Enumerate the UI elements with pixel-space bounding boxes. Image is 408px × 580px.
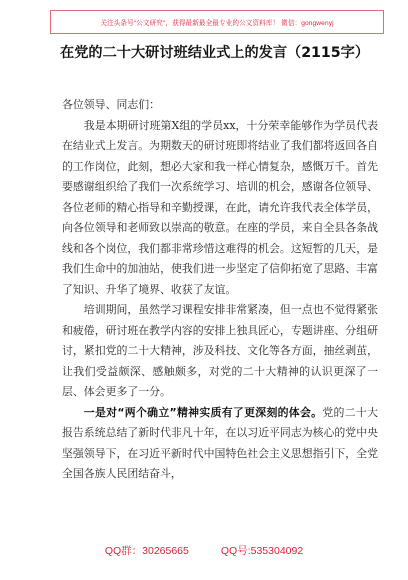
promo-banner-text: 关注头条号"公文研究"，获得最新最全最专业的公文资料库！ 微信：gongwenyj bbox=[100, 20, 334, 27]
section-paragraph bbox=[62, 403, 378, 485]
footer-contact bbox=[0, 543, 408, 558]
document-body bbox=[62, 95, 378, 485]
paragraph-2: 培训期间，虽然学习课程安排非常紧凑，但一点也不觉得紧张和疲倦，研讨班在教学内容的安排上独具匠心，专题讲座、分组研讨，紧扣党的二十大精神，涉及科技、文化等各方面，抽丝剥茧，让我们受益颇深、感触颇多，对党的二十大精神的认识更深了一层、体会更多了一分。 bbox=[62, 303, 378, 398]
footer-qq-group: QQ群：30265665 bbox=[104, 545, 189, 557]
section-heading: 一是对“两个确立”精神实质有了更深刻的体会。 bbox=[83, 405, 323, 419]
paragraph-1: 我是本期研讨班第X组的学员xx，十分荣幸能够作为学员代表在结业式上发言。为期数天的研讨班即将结业了我们都将返回各自的工作岗位，此刻，想必大家和我一样心情复杂，感慨万千。首先要感谢组织给了我们一次系统学习、培训的机会，感谢各位领导、各位老师的精心指导和辛勤授课，在此，请允许我代表全体学员，向各位领导和老师致以崇高的敬意。在座的学员，来自全县各条战线和各个岗位，我们都非常珍惜这难得的机会。这短暂的几天，是我们生命中的加油站，使我们进一步坚定了信仰拓宽了思路、丰富了知识、升华了境界、收获了友谊。 bbox=[62, 118, 378, 296]
footer-qq-number: QQ号:535304092 bbox=[220, 545, 304, 557]
document-title: 在党的二十大研讨班结业式上的发言（2115字） bbox=[60, 45, 370, 61]
greeting: 各位领导、同志们： bbox=[62, 98, 161, 111]
promo-banner bbox=[50, 10, 384, 34]
section-text: 党的二十大报告系统总结了新时代非凡十年，在以习近平同志为核心的党中央坚强领导下，在习近平新时代中国特色社会主义思想指引下，全党全国各族人民团结奋斗， bbox=[62, 405, 378, 480]
